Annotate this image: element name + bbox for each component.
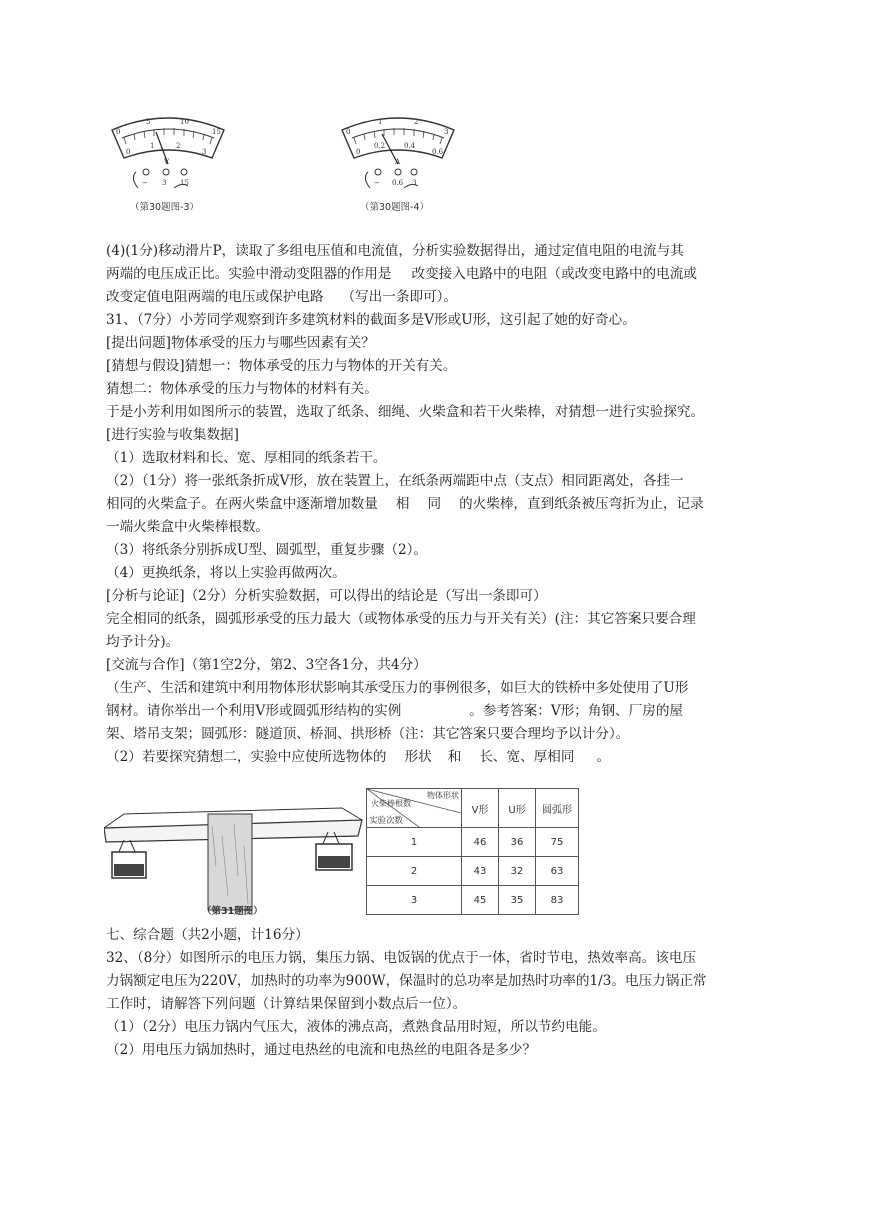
q31-hypothesis-2: 猜想二：物体承受的压力与物体的材料有关。 <box>106 381 378 397</box>
q30-line-2-text: 两端的电压成正比。实验中滑动变阻器的作用是 <box>106 266 392 282</box>
q31-exchange-3: 架、塔吊支架；圆弧形：隧道顶、桥洞、拱形桥（注：其它答案只要合理均予以计分）。 <box>106 726 630 742</box>
q31-step-2-tail: 的火柴棒，直到纸条被压弯折为止，记录 <box>459 496 704 512</box>
cell-arc: 75 <box>536 828 579 857</box>
q32-line-2: 力锅额定电压为220V，加热时的功率为900W，保温时的总功率是加热时功率的1/3。电压力锅正常 <box>106 973 707 989</box>
volt-terminal-15: 15 <box>180 179 189 187</box>
cell-u: 32 <box>499 857 536 886</box>
q31-step-2-cont-text: 相同的火柴盒子。在两火柴盒中逐渐增加数量 <box>106 496 378 512</box>
corner-trial: 实验次数 <box>369 816 404 826</box>
amp-terminal-minus: − <box>374 179 380 187</box>
amp-bottom-3: 0.6 <box>432 148 444 156</box>
cell-trial: 2 <box>367 857 462 886</box>
amp-top-0: 0 <box>346 128 351 136</box>
cell-arc: 63 <box>536 857 579 886</box>
q31-method: 于是小芳利用如图所示的装置，选取了纸条、细绳、火柴盒和若干火柴棒，对猜想一进行实验探究。 <box>106 404 705 420</box>
cell-u: 35 <box>499 886 536 915</box>
volt-bottom-1: 1 <box>150 142 155 150</box>
volt-top-3: 15 <box>212 128 221 136</box>
volt-top-1: 5 <box>146 118 151 126</box>
q31-exchange-2 <box>106 700 683 722</box>
q31-exchange-4 <box>106 746 610 768</box>
volt-top-2: 10 <box>180 118 189 126</box>
amp-top-2: 2 <box>414 118 419 126</box>
q31-exchange-2-text: 钢材。请你举出一个利用V形或圆弧形结构的实例 <box>106 703 402 719</box>
q31-answer-dims: 长、宽、厚相同 <box>479 749 575 765</box>
volt-bottom-2: 2 <box>176 142 181 150</box>
amp-top-3: 3 <box>444 128 449 136</box>
ammeter-caption: （第30题图-4） <box>360 202 430 213</box>
matchstick-table <box>366 788 579 915</box>
q31-answer-same-1: 相 <box>395 496 410 512</box>
col-arc: 圆弧形 <box>536 789 579 828</box>
q31-step-2-cont <box>106 493 704 515</box>
cell-arc: 83 <box>536 886 579 915</box>
q31-exchange-heading: [交流与合作]（第1空2分，第2、3空各1分，共4分） <box>106 657 427 673</box>
table-row <box>367 857 579 886</box>
section-7-title: 七、综合题（共2小题，计16分） <box>106 927 309 943</box>
q32-part-1: （1）（2分）电压力锅内气压大，液体的沸点高，煮熟食品用时短，所以节约电能。 <box>106 1019 606 1035</box>
amp-terminal-3: 3 <box>412 179 417 187</box>
q31-exchange-4-end: 。 <box>596 749 611 765</box>
q31-step-4: （4）更换纸条，将以上实验再做两次。 <box>106 565 346 581</box>
q31-conclusion: 完全相同的纸条，圆弧形承受的压力最大（或物体承受的压力与开关有关）(注：其它答案只要合理 <box>106 611 696 627</box>
amp-bottom-0: 0 <box>356 148 361 156</box>
q31-step-2-end: 一端火柴盒中火柴棒根数。 <box>106 519 270 535</box>
cell-trial: 3 <box>367 886 462 915</box>
amp-bottom-2: 0.4 <box>404 142 416 150</box>
col-v: V形 <box>462 789 499 828</box>
table-corner-cell <box>367 789 462 828</box>
voltmeter-figure <box>108 112 228 216</box>
volt-bottom-3: 3 <box>202 148 207 156</box>
q31-title: 31、（7分）小芳同学观察到许多建筑材料的截面多是V形或U形，这引起了她的好奇心。 <box>106 312 636 328</box>
cell-trial: 1 <box>367 828 462 857</box>
q31-question: [提出问题]物体承受的压力与哪些因素有关？ <box>106 335 375 351</box>
cell-v: 43 <box>462 857 499 886</box>
table-row <box>367 828 579 857</box>
q32-line-1: 32、（8分）如图所示的电压力锅，集压力锅、电饭锅的优点于一体，省时节电，热效率高。该电压 <box>106 950 697 966</box>
q30-line-3-tail: （写出一条即可）。 <box>341 289 458 305</box>
q31-answer-shape: 形状 <box>404 749 432 765</box>
q31-conclusion-end: 均予计分)。 <box>106 634 180 650</box>
volt-bottom-0: 0 <box>126 148 131 156</box>
q30-line-2 <box>106 263 697 285</box>
q31-step-1: （1）选取材料和长、宽、厚相同的纸条若干。 <box>106 450 387 466</box>
q31-answer-same-2: 同 <box>427 496 442 512</box>
q31-exchange-4-text: （2）若要探究猜想二，实验中应使所选物体的 <box>106 749 387 765</box>
q31-and: 和 <box>447 749 462 765</box>
q30-answer-1: 改变接入电路中的电阻（或改变电路中的电流或 <box>411 266 697 282</box>
cell-v: 45 <box>462 886 499 915</box>
volt-top-0: 0 <box>116 128 121 136</box>
amp-unit-letter: A <box>395 158 401 166</box>
q30-line-3-text: 改变定值电阻两端的电压或保护电路 <box>106 289 324 305</box>
volt-terminal-minus: − <box>142 179 148 187</box>
q31-experiment-heading: [进行实验与收集数据] <box>106 427 239 443</box>
table-row <box>367 886 579 915</box>
apparatus-figure <box>104 806 366 920</box>
q30-line-1: (4)(1分)移动滑片P，读取了多组电压值和电流值，分析实验数据得出，通过定值电阻的电流与其 <box>106 243 684 259</box>
voltmeter-caption: （第30题图-3） <box>130 202 200 213</box>
q31-exchange-2-tail: 。参考答案：V形；角钢、厂房的屋 <box>469 703 684 719</box>
q32-line-3: 工作时，请解答下列问题（计算结果保留到小数点后一位）。 <box>106 996 467 1012</box>
cell-v: 46 <box>462 828 499 857</box>
q31-analysis: [分析与论证]（2分）分析实验数据，可以得出的结论是（写出一条即可） <box>106 588 547 604</box>
amp-top-1: 1 <box>378 118 383 126</box>
q30-line-3 <box>106 286 457 308</box>
q31-step-3: （3）将纸条分别拆成U型、圆弧型，重复步骤（2）。 <box>106 542 428 558</box>
q31-hypothesis-1: [猜想与假设]猜想一：物体承受的压力与物体的开关有关。 <box>106 358 457 374</box>
amp-terminal-06: 0.6 <box>392 179 404 187</box>
corner-shape: 物体形状 <box>427 791 459 800</box>
apparatus-caption: （第31题图） <box>202 906 263 917</box>
amp-bottom-1: 0.2 <box>374 142 386 150</box>
q31-step-2: （2）（1分）将一张纸条折成V形，放在装置上，在纸条两端距中点（支点）相同距离处，各挂一 <box>106 473 684 489</box>
q32-part-2: （2）用电压力锅加热时，通过电热丝的电流和电热丝的电阻各是多少？ <box>106 1042 537 1058</box>
volt-terminal-3: 3 <box>162 179 167 187</box>
ammeter-figure <box>338 112 458 216</box>
q31-exchange-1: （生产、生活和建筑中利用物体形状影响其承受压力的事例很多，如巨大的铁桥中多处使用了U形 <box>106 680 689 696</box>
volt-unit-letter: V <box>164 158 170 166</box>
corner-count: 火柴棒根数 <box>371 799 411 808</box>
table-header-row <box>367 789 579 828</box>
col-u: U形 <box>499 789 536 828</box>
cell-u: 36 <box>499 828 536 857</box>
